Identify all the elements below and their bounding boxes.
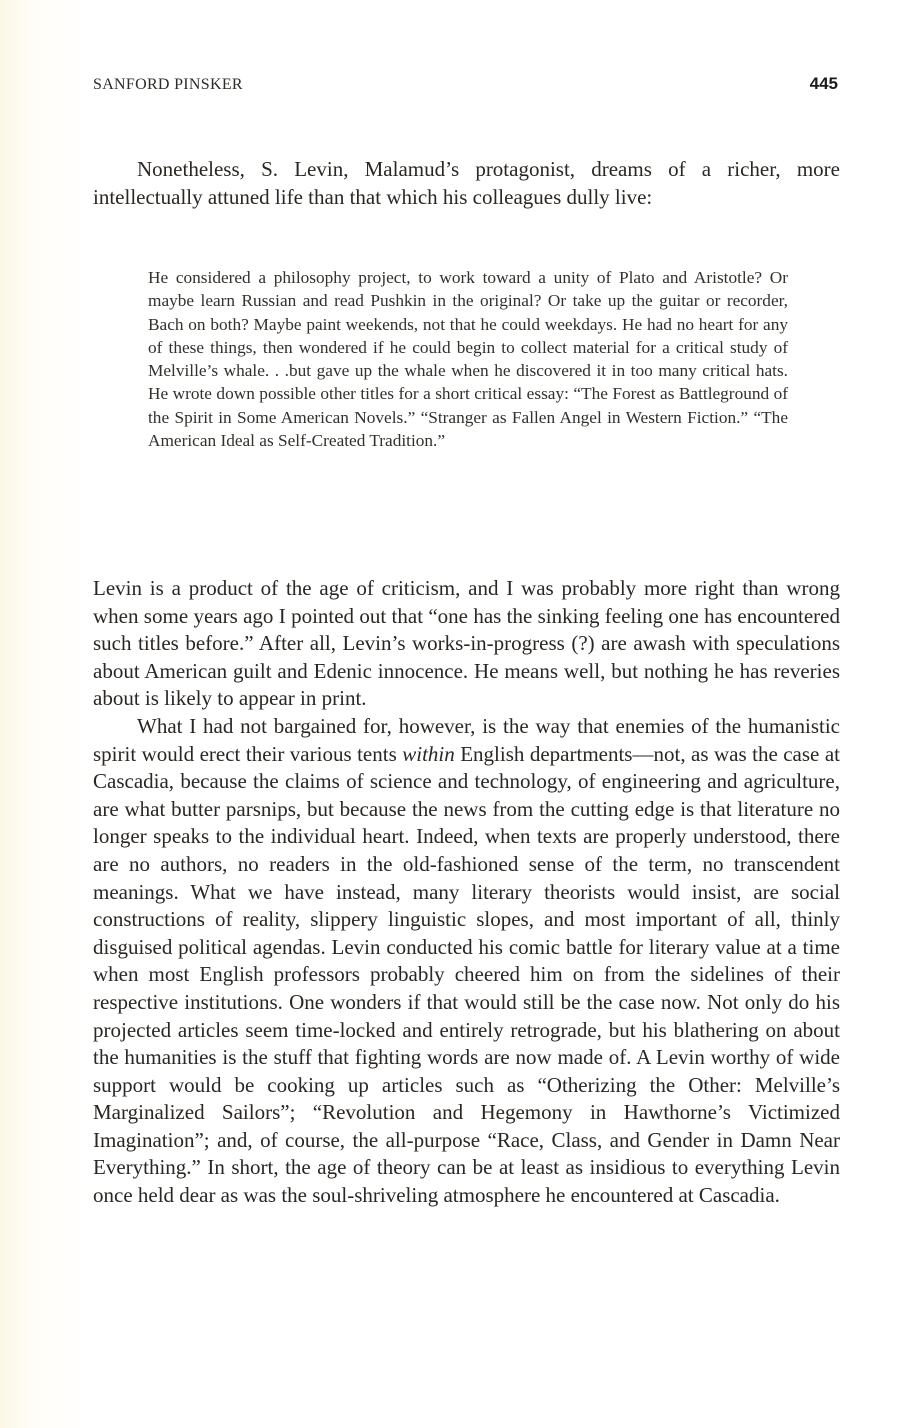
running-head: [93, 76, 838, 100]
paragraph-bargained-start: What I had not bargained for, however, is the way that enemies of the humanistic spirit would erect their various tents: [93, 713, 840, 766]
main-text: [93, 575, 840, 1210]
running-head-author: SANFORD PINSKER: [93, 76, 243, 93]
paragraph-levin-product: Levin is a product of the age of criticism, and I was probably more right than wrong when some years ago I pointed out that “one has the sinking feeling one has encountered such titles before.” After all, Levin’s works-in-progress (?) are awash with speculations about American guilt and Edenic innocence. He means well, but nothing he has reveries about is likely to appear in print.: [93, 576, 840, 711]
intro-paragraph: Nonetheless, S. Levin, Malamud’s protagonist, dreams of a richer, more intellectually attuned life than that which his colleagues dully live:: [93, 157, 840, 209]
paragraph-bargained: [93, 713, 840, 1210]
block-quote: He considered a philosophy project, to work toward a unity of Plato and Aristotle? Or maybe learn Russian and read Pushkin in the original? Or take up the guitar or recorder, Bach on both? Maybe paint weekends, not that he could weekdays. He had no heart for any of these things, then wondered if he could begin to collect material for a critical study of Melville’s whale. . .but gave up the whale when he discovered it in too many critical hats. He wrote down possible other titles for a short critical essay: “The Forest as Battleground of the Spirit in Some American Novels.” “Stranger as Fallen Angel in Western Fiction.” “The American Ideal as Self-Created Tradition.”: [148, 268, 788, 451]
paragraph-bargained-rest: English departments—not, as was the case at Cascadia, because the claims of science and technology, of engineering and agriculture, are what butter parsnips, but because the news from the cutting edge is that literature no longer speaks to the individual heart. Indeed, when texts are properly understood, there are no authors, no readers in the old-fashioned sense of the term, no transcendent meanings. What we have instead, many literary theorists would insist, are social constructions of reality, slippery linguistic slopes, and most important of all, thinly disguised political agendas. Levin conducted his comic battle for literary value at a time when most English professors probably cheered him on from the sidelines of their respective institutions. One wonders if that would still be the case now. Not only do his projected articles seem time-locked and entirely retrograde, but his blathering on about the humanities is the stuff that fighting words are now made of. A Levin worthy of wide support would be cooking up articles such as “Otherizing the Other: Melville’s Marginalized Sailors”; “Revolution and Hegemony in Hawthorne’s Victimized Imagination”; and, of course, the all-purpose “Race, Class, and Gender in Damn Near Everything.” In short, the age of theory can be at least as insidious to everything Levin once held dear as was the soul-shriveling atmosphere he encountered at Cascadia.: [93, 741, 840, 1208]
page-number: 445: [809, 74, 838, 93]
italic-within: within: [402, 741, 455, 766]
intro-section: [93, 156, 840, 211]
